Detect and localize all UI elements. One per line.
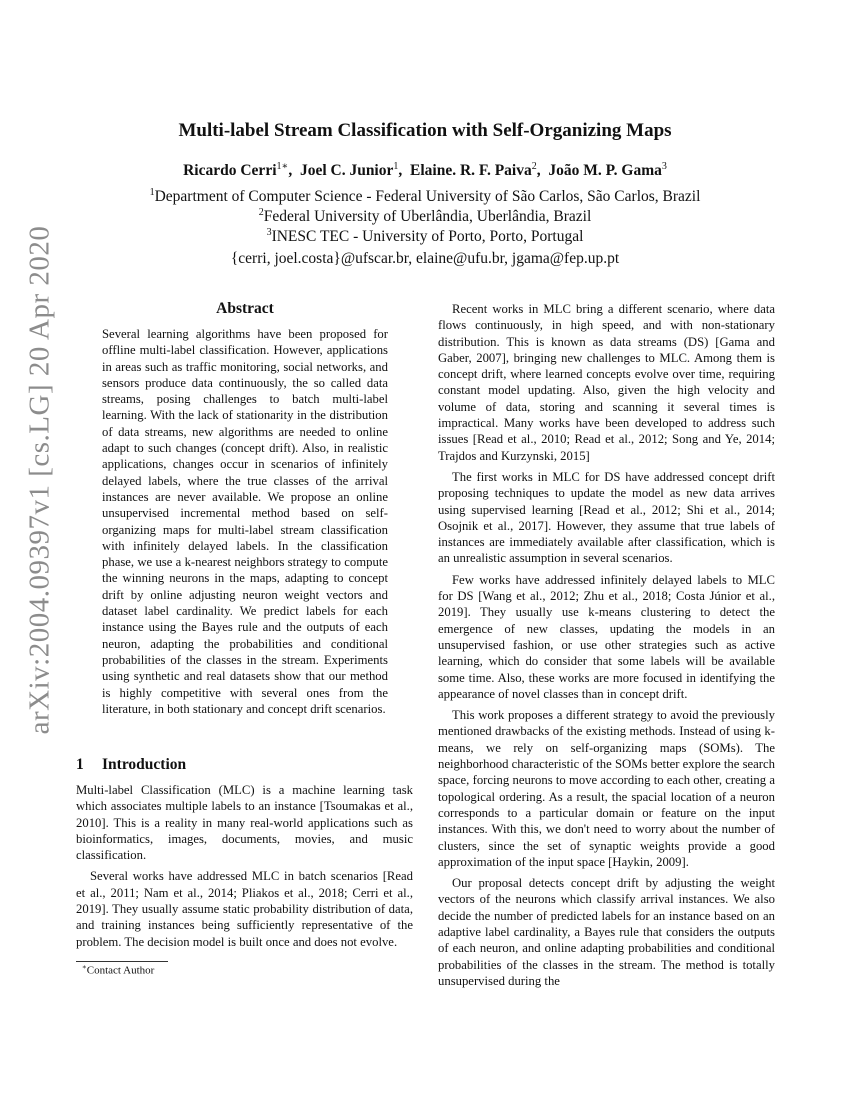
section-heading-introduction	[76, 756, 186, 774]
affiliation-line	[0, 207, 850, 226]
affiliation-line	[0, 187, 850, 206]
author-affiliation-mark: 1	[393, 161, 399, 172]
footnote-rule	[76, 961, 168, 962]
affiliation-text: Federal University of Uberlândia, Uberlândia, Brazil	[263, 208, 592, 226]
author-name: Elaine. R. F. Paiva	[410, 162, 532, 180]
paragraph: This work proposes a different strategy to avoid the previously mentioned drawbacks of the existing methods. Instead of using k-means, we rely on self-organizing maps (SOMs). The neighborhood characteristic of the SOMs better explore the search space, forcing neurons to move according to each other, creating a topological ordering. As a result, the spacial location of a neuron corresponds to a particular domain or feature on the input instances. With this, we don't need to worry about the number of clusters, since the set of synaptic weights provide a good approximation of the input space [Haykin, 2009].	[438, 708, 775, 869]
abstract-text: Several learning algorithms have been proposed for offline multi-label classification. However, applications in areas such as traffic monitoring, social networks, and sensors produce data continuously, the so called data streams, posing challenges to batch multi-label learning. With the lack of stationarity in the distribution of data streams, new algorithms are needed to online adapt to such changes (concept drift). Also, in realistic applications, changes occur in scenarios of infinitely delayed labels, where the true classes of the arrival instances are never available. We propose an online unsupervised incremental method based on self-organizing maps for multi-label stream classification with infinitely delayed labels. In the classification phase, we use a k-nearest neighbors strategy to compute the winning neurons in the maps, adapting to concept drift by online adjusting neuron weight vectors and dataset label cardinality. We predict labels for each instance using the Bayes rule and the outputs of each neuron, adapting the probabilities and conditional probabilities of the classes in the stream. Experiments using synthetic and real datasets show that our method is highly competitive with several ones from the literature, in both stationary and concept drift scenarios.	[102, 327, 388, 716]
author-list: Ricardo Cerri$^{1∗}$, Joel C. Junior$^1$, Elaine. R. F. Paiva$^2$, João M. P. Gama$^3$	[183, 161, 667, 180]
footnote-text: Contact Author	[86, 964, 155, 977]
affiliation-mark: 3	[266, 227, 272, 238]
footnote-mark: ∗	[82, 963, 87, 971]
paragraph: The first works in MLC for DS have addressed concept drift proposing techniques to update the model as new data arrives using supervised learning [Read et al., 2012; Shi et al., 2014; Osojnik et al., 2017]. However, they assume that true labels of instances are immediately available after classification, which is an unrealistic assumption in several scenarios.	[438, 469, 775, 566]
left-column-body	[76, 782, 413, 955]
paragraph: Few works have addressed infinitely delayed labels to MLC for DS [Wang et al., 2012; Zhu et al., 2018; Costa Júnior et al., 2019]. They usually use k-means clustering to detect the emergence of new classes, updating the models in an unsupervised fashion, or use other strategies such as active learning, which do consider that some labels will be available some time. Also, these works are more focused in identifying the appearance of novel classes than in concept drift.	[438, 572, 775, 701]
author-affiliation-mark: 1∗	[276, 161, 289, 172]
author-name: Joel C. Junior	[299, 162, 394, 180]
affiliation-mark: 1	[149, 187, 155, 198]
paragraph: Our proposal detects concept drift by adjusting the weight vectors of the neurons which classify arrival instances. We also decide the number of predicted labels for an instance based on an adaptive label cardinality, a Bayes rule that considers the outputs of each neuron, and online adapting probabilities and conditional probabilities of the classes in the stream. The method is totally unsupervised during the	[438, 876, 775, 988]
section-title: Introduction	[102, 756, 187, 773]
author-affiliation-mark: 2	[531, 161, 537, 172]
abstract-heading: Abstract	[216, 300, 274, 317]
paragraph: Recent works in MLC bring a different scenario, where data flows continuously, in high speed, and with non-stationary distribution. This is known as data streams (DS) [Gama and Gaber, 2007], bringing new challenges to MLC. Among them is concept drift, where learned concepts evolve over time, requiring constant model updating. Also, given the high velocity and volume of data, storing and scanning it several times is impractical. Many works have been developed to address such issues [Read et al., 2010; Read et al., 2012; Song and Ye, 2014; Trajdos and Kurzynski, 2015]	[438, 302, 775, 463]
paper-title: Multi-label Stream Classification with Self-Organizing Maps	[178, 120, 672, 141]
affiliation-mark: 2	[258, 207, 264, 218]
paragraph: Several works have addressed MLC in batch scenarios [Read et al., 2011; Nam et al., 2014; Pliakos et al., 2018; Cerri et al., 2019]. They usually assume static probability distribution of data, and training instances being sufficiently representative of the problem. The decision model is built once and does not evolve.	[76, 869, 413, 949]
author-name: João M. P. Gama	[548, 162, 662, 180]
author-name: Ricardo Cerri	[183, 162, 277, 180]
affiliation-line	[0, 227, 850, 246]
affiliation-text: Department of Computer Science - Federal University of São Carlos, São Carlos, Brazil	[154, 188, 701, 206]
affiliation-text: INESC TEC - University of Porto, Porto, Portugal	[271, 228, 584, 246]
footnote	[82, 963, 154, 977]
paragraph: Multi-label Classification (MLC) is a machine learning task which associates multiple labels to an instance [Tsoumakas et al., 2010]. This is a reality in many real-world applications such as bioinformatics, images, documents, movies, and music classification.	[76, 783, 413, 863]
author-emails: {cerri, joel.costa}@ufscar.br, elaine@ufu.br, jgama@fep.up.pt	[230, 250, 620, 267]
right-column-body	[438, 301, 775, 994]
arxiv-identifier: arXiv:2004.09397v1 [cs.LG] 20 Apr 2020	[23, 225, 56, 735]
section-number: 1	[76, 756, 84, 773]
author-affiliation-mark: 3	[661, 161, 667, 172]
